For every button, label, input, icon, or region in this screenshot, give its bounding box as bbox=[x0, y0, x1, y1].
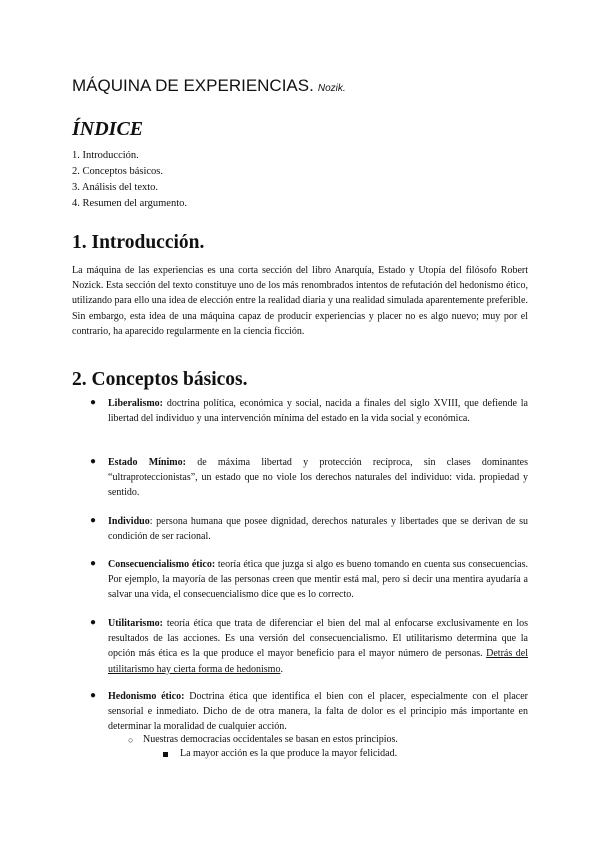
index-heading: ÍNDICE bbox=[72, 118, 144, 140]
index-item: 2. Conceptos básicos. bbox=[72, 166, 163, 177]
concept-term: Liberalismo: bbox=[108, 398, 163, 409]
sub-bullet-icon: ○ bbox=[128, 735, 134, 745]
concept-definition: : persona humana que posee dignidad, derechos naturales y libertades que se derivan de su condición de ser racional. bbox=[108, 516, 528, 543]
bullet-icon: ● bbox=[90, 397, 97, 408]
concept-term: Consecuencialismo ético: bbox=[108, 559, 216, 570]
underlined-statement: Detrás del utilitarismo hay cierta forma de hedonismo bbox=[108, 648, 528, 675]
concept-item-consecuencialismo bbox=[108, 557, 528, 603]
index-item: 4. Resumen del argumento. bbox=[72, 198, 187, 209]
square-bullet-icon bbox=[163, 752, 168, 757]
concept-item-utilitarismo bbox=[108, 616, 528, 677]
concept-item-individuo bbox=[108, 514, 528, 544]
bullet-icon: ● bbox=[90, 690, 97, 701]
index-item: 3. Análisis del texto. bbox=[72, 182, 159, 193]
concept-definition: Doctrina ética que identifica el bien con el placer, especialmente con el placer sensorial e inmediato. Dicho de de otra manera, la falta de dolor es el principio más importante en determinar la moralidad de cualquier acción. bbox=[108, 691, 529, 733]
concept-definition: de máxima libertad y protección recíproca, sin clases dominantes “ultraproteccionistas”, un estado que no viole los derechos naturales del individuo: vida. propiedad y sentido. bbox=[108, 457, 528, 499]
concept-definition-tail: . bbox=[280, 663, 283, 675]
bullet-icon: ● bbox=[90, 515, 97, 526]
index-item: 1. Introducción. bbox=[72, 150, 139, 161]
index-list bbox=[72, 148, 187, 212]
concept-term: Hedonismo ético: bbox=[108, 691, 185, 702]
sub-sub-item-mayor-accion: La mayor acción es la que produce la mayor felicidad. bbox=[180, 748, 398, 759]
document-title bbox=[72, 76, 346, 96]
section-heading-concepts: 2. Conceptos básicos. bbox=[72, 369, 248, 390]
sub-item-democracias: Nuestras democracias occidentales se basan en estos principios. bbox=[143, 734, 398, 745]
concept-term: Utilitarismo: bbox=[108, 618, 163, 629]
bullet-icon: ● bbox=[90, 558, 97, 569]
document-title-text: MÁQUINA DE EXPERIENCIAS. bbox=[72, 76, 314, 95]
concept-term: Individuo bbox=[108, 516, 150, 527]
concept-definition: teoría ética que trata de diferenciar el bien del mal al enfocarse exclusivamente en los resultados de las acciones. Es una versión del consecuencialismo. El utilitarismo determina que la opción más ética es la que produce el mayor beneficio para el mayor número de personas. bbox=[108, 618, 528, 660]
concept-definition: doctrina política, económica y social, nacida a finales del siglo XVIII, que defiende la libertad del individuo y una intervención mínima del estado en la vida social y económica. bbox=[108, 398, 528, 425]
concept-item-hedonismo bbox=[108, 689, 528, 735]
concept-item-liberalismo bbox=[108, 396, 528, 426]
concept-definition: teoría ética que juzga si algo es bueno tomando en cuenta sus consecuencias. Por ejemplo, la mayoría de las personas creen que mentir está mal, pero si decir una mentira ayudaría a salvar una vida, el consecuencialismo dice que es lo correcto. bbox=[108, 559, 528, 601]
intro-paragraph: La máquina de las experiencias es una corta sección del libro Anarquía, Estado y Utopía del filósofo Robert Nozick. Esta sección del texto constituye uno de los más renombrados intentos de refutación del hedonismo ético, utilizando para ello una idea de elección entre la realidad diaria y una realidad simulada aparentemente preferible. Sin embargo, esta idea de una máquina capaz de producir experiencias y placer no es algo nuevo; muy por el contrario, ha aparecido regularmente en la ciencia ficción. bbox=[72, 265, 528, 337]
concept-item-estado-minimo bbox=[108, 455, 528, 501]
bullet-icon: ● bbox=[90, 617, 97, 628]
document-author: Nozik. bbox=[317, 83, 346, 94]
bullet-icon: ● bbox=[90, 456, 97, 467]
concept-term: Estado Mínimo: bbox=[108, 457, 186, 468]
section-heading-intro: 1. Introducción. bbox=[72, 232, 205, 253]
